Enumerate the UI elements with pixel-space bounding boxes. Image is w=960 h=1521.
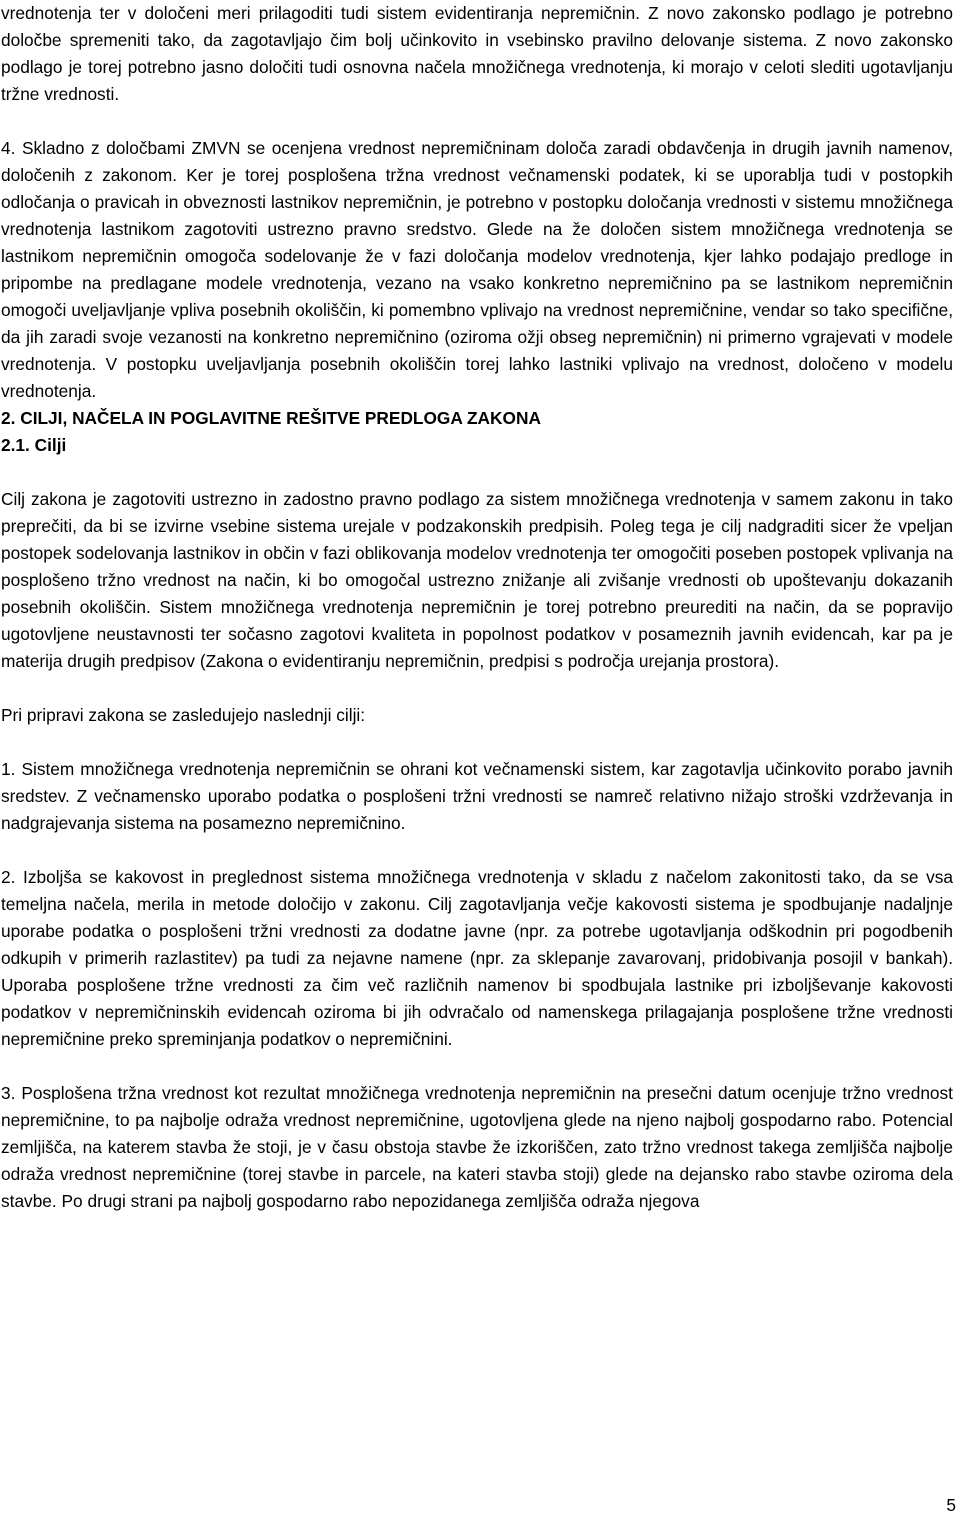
paragraph-cilj: Cilj zakona je zagotoviti ustrezno in zadostno pravno podlago za sistem množičnega vrednotenja v samem zakonu in tako preprečiti, da bi se izvirne vsebine sistema urejale v podzakonskih predpisih. Poleg tega je cilj nadgraditi sicer že vpeljan postopek sodelovanja lastnikov in občin v fazi oblikovanja modelov vrednotenja ter omogočiti poseben postopek vplivanja na posplošeno tržno vrednost na način, ki bo omogočal ustrezno znižanje ali zvišanje vrednosti ob upoštevanju dokazanih posebnih okoliščin. Sistem množičnega vrednotenja nepremičnin je torej potrebno preurediti na način, da se popravijo ugotovljene neustavnosti ter sočasno zagotovi kvaliteta in popolnost podatkov v posameznih javnih evidencah, kar pa je materija drugih predpisov (Zakona o evidentiranju nepremičnin, predpisi s področja urejanja prostora). [1,489,953,671]
paragraph-intro: vrednotenja ter v določeni meri prilagoditi tudi sistem evidentiranja nepremičnin. Z novo zakonsko podlago je potrebno določbe spremeniti tako, da zagotavljajo čim bolj učinkovito in vsebinsko pravilno delovanje sistema. Z novo zakonsko podlago je torej potrebno jasno določiti tudi osnovna načela množičnega vrednotenja, ki morajo v celoti slediti ugotavljanju tržne vrednosti. [1,3,953,104]
page-number: 5 [946,1495,956,1515]
subsection-heading-2-1: 2.1. Cilji [1,435,67,455]
goal-item-2: 2. Izboljša se kakovost in preglednost sistema množičnega vrednotenja v skladu z načelom zakonitosti tako, da se vsa temeljna načela, merila in metode določijo v zakonu. Cilj zagotavljanja večje kakovosti sistema je spodbujanje nadaljnje uporabe podatka o posplošeni tržni vrednosti za dodatne javne (npr. za potrebe ugotavljanja odškodnin pri pogodbenih odkupih v primerih razlastitev) pa tudi za nejavne namene (npr. za sklepanje zavarovanj, pridobivanja posojil v bankah). Uporaba posplošene tržne vrednosti za čim več različnih namenov bi spodbujala lastnike pri izboljševanje kakovosti podatkov v nepremičninskih evidencah oziroma bi jih odvračalo od namenskega prilagajanja posplošene tržne vrednosti nepremičnine preko spreminjanja podatkov o nepremičnini. [1,867,953,1049]
goal-item-3: 3. Posplošena tržna vrednost kot rezultat množičnega vrednotenja nepremičnin na presečni datum ocenjuje tržno vrednost nepremičnine, to pa najbolje odraža vrednost nepremičnine, ugotovljena glede na njeno najbolj gospodarno rabo. Potencial zemljišča, na katerem stavba že stoji, je v času obstoja stavbe že izkoriščen, zato tržno vrednost takega zemljišča najbolje odraža vrednost nepremičnine (torej stavbe in parcele, na kateri stavba stoji) glede na dejansko rabo stavbe oziroma dela stavbe. Po drugi strani pa najbolj gospodarno rabo nepozidanega zemljišča odraža njegova [1,1083,953,1211]
goal-item-1: 1. Sistem množičnega vrednotenja nepremičnin se ohrani kot večnamenski sistem, kar zagotavlja učinkovito porabo javnih sredstev. Z večnamensko uporabo podatka o posplošeni tržni vrednosti se namreč relativno nižajo stroški vzdrževanja in nadgrajevanja sistema na posamezno nepremičnino. [1,759,953,833]
section-heading-2: 2. CILJI, NAČELA IN POGLAVITNE REŠITVE PREDLOGA ZAKONA [1,408,541,428]
paragraph-point-4: 4. Skladno z določbami ZMVN se ocenjena vrednost nepremičninam določa zaradi obdavčenja in drugih javnih namenov, določenih z zakonom. Ker je torej posplošena tržna vrednost večnamenski podatek, ki se uporablja tudi v postopkih odločanja o pravicah in obveznosti lastnikov nepremičnin, je potrebno v postopku določanja vrednosti v sistemu množičnega vrednotenja lastnikom zagotoviti ustrezno pravno sredstvo. Glede na že določen sistem množičnega vrednotenja se lastnikom nepremičnin omogoča sodelovanje že v fazi določanja modelov vrednotenja, kjer lahko podajajo predloge in pripombe na predlagane modele vrednotenja, vezano na vsako konkretno nepremičnino pa se lastnikom nepremičnin omogoči uveljavljanje vpliva posebnih okoliščin, ki pomembno vplivajo na vrednost nepremičnine, vendar so tako specifične, da jih zaradi svoje vezanosti na konkretno nepremičnino (oziroma ožji obseg nepremičnin) ni primerno vgrajevati v modele vrednotenja. V postopku uveljavljanja posebnih okoliščin torej lahko lastniki vplivajo na vrednost, določeno v modelu vrednotenja. [1,138,953,401]
paragraph-goals-intro: Pri pripravi zakona se zasledujejo naslednji cilji: [1,705,366,725]
